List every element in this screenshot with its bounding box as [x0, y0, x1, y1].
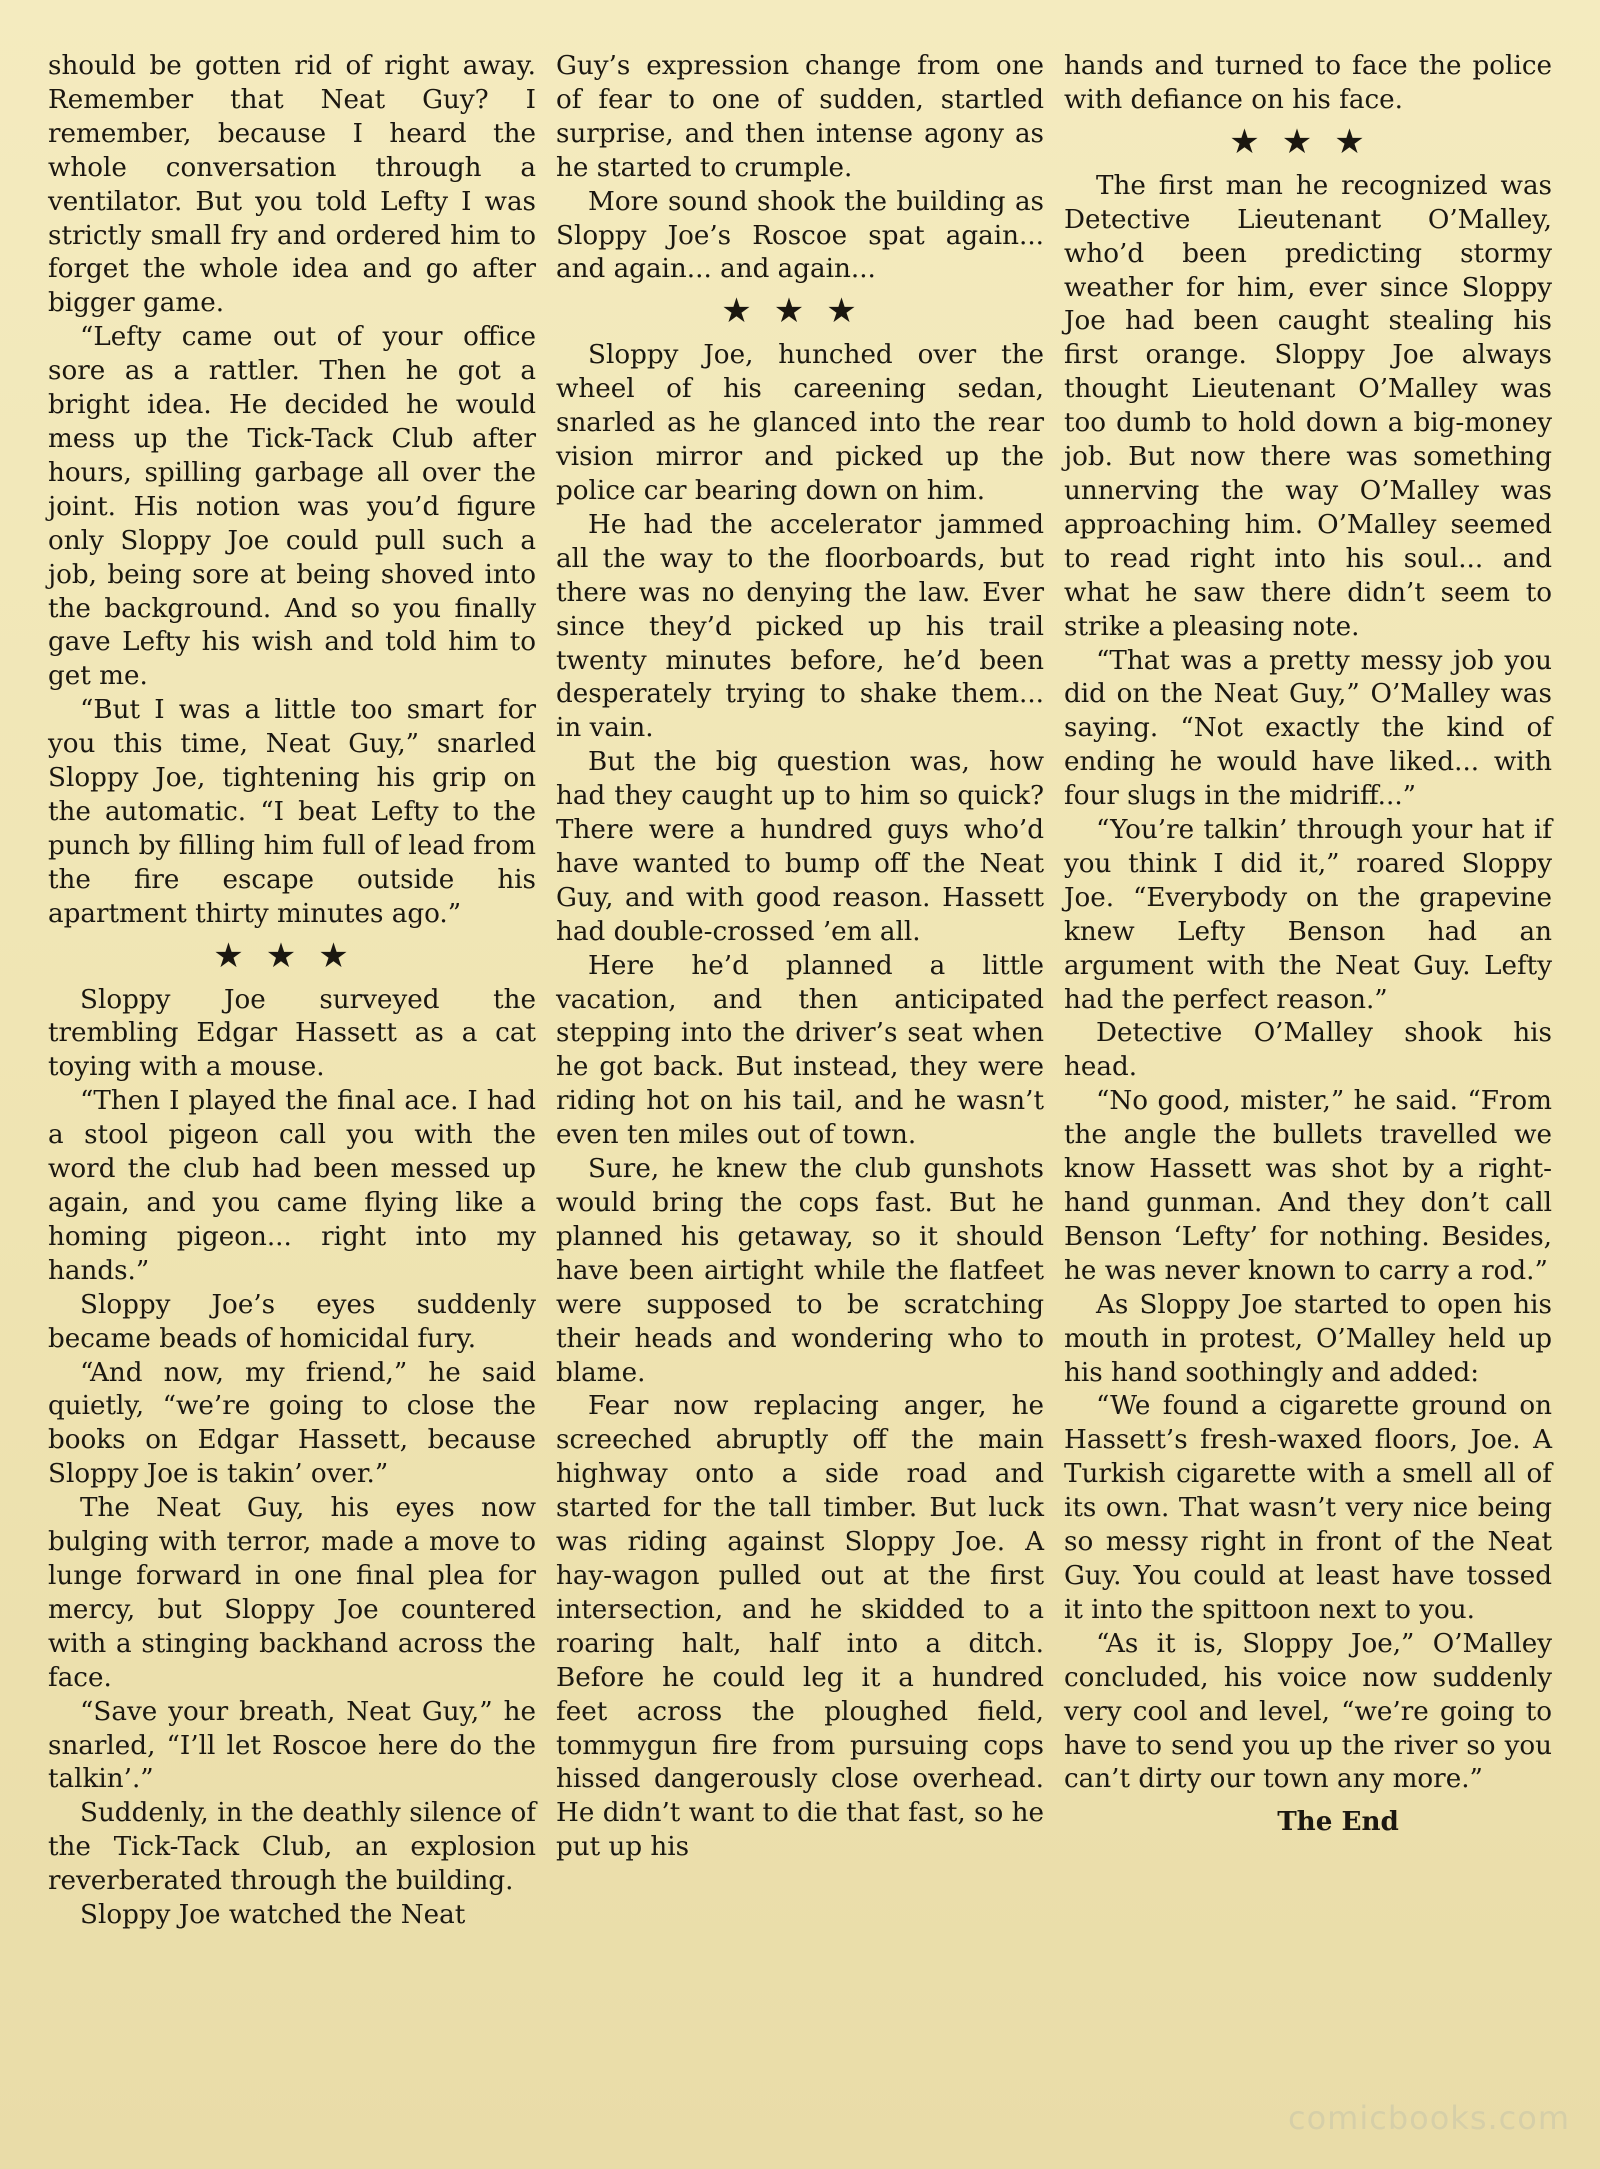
story-paragraph: Sloppy Joe’s eyes suddenly became beads of homicidal fury. — [48, 1289, 536, 1354]
story-paragraph: Here he’d planned a little vacation, and then anticipated stepping into the driver’s seat when he got back. But instead, they were riding hot on his tail, and he wasn’t even ten miles out of town. — [556, 950, 1044, 1151]
text-column-1 — [48, 50, 536, 1933]
section-break-stars: ★★★ — [213, 935, 371, 976]
story-paragraph: “But I was a little too smart for you this time, Neat Guy,” snarled Sloppy Joe, tightening his grip on the automatic. “I beat Lefty to the punch by filling him full of lead from the fire escape outside his apartment thirty minutes ago.” — [48, 695, 536, 929]
story-paragraph: Sloppy Joe, hunched over the wheel of his careening sedan, snarled as he glanced into the rear vision mirror and picked up the police car bearing down on him. — [556, 340, 1044, 506]
text-column-3 — [1064, 50, 1552, 1839]
story-paragraph: But the big question was, how had they caught up to him so quick? There were a hundred guys who’d have wanted to bump off the Neat Guy, and with good reason. Hassett had double-crossed ’em all. — [556, 747, 1044, 947]
story-paragraph: Suddenly, in the deathly silence of the Tick-Tack Club, an explosion reverberated through the building. — [48, 1798, 536, 1897]
story-paragraph: The Neat Guy, his eyes now bulging with terror, made a move to lunge forward in one final plea for mercy, but Sloppy Joe countered with a stinging backhand across the face. — [48, 1493, 536, 1693]
section-break-stars: ★★★ — [721, 291, 879, 332]
story-paragraph: Sloppy Joe surveyed the trembling Edgar Hassett as a cat toying with a mouse. — [48, 984, 536, 1083]
the-end-label: The End — [1277, 1806, 1399, 1838]
story-paragraph: “Then I played the final ace. I had a stool pigeon call you with the word the club had been messed up again, and you came flying like a homing pigeon... right into my hands.” — [48, 1086, 536, 1286]
story-paragraph: “You’re talkin’ through your hat if you think I did it,” roared Sloppy Joe. “Everybody on the grapevine knew Lefty Benson had an argument with the Neat Guy. Lefty had the perfect reason.” — [1064, 815, 1552, 1015]
story-paragraph: “Save your breath, Neat Guy,” he snarled, “I’ll let Roscoe here do the talkin’.” — [48, 1696, 536, 1795]
story-paragraph: The first man he recognized was Detective Lieutenant O’Malley, who’d been predicting stormy weather for him, ever since Sloppy Joe had been caught stealing his first orange. Sloppy Joe always thought Lieutenant O’Malley was too dumb to hold down a big-money job. But now there was something unnerving the way O’Malley was approaching him. O’Malley seemed to read right into his soul... and what he saw there didn’t seem to strike a pleasing note. — [1064, 170, 1552, 642]
story-paragraph: “As it is, Sloppy Joe,” O’Malley concluded, his voice now suddenly very cool and level, “we’re going to have to send you up the river so you can’t dirty our town any more.” — [1064, 1628, 1552, 1795]
story-paragraph: More sound shook the building as Sloppy Joe’s Roscoe spat again... and again... and again... — [556, 186, 1044, 285]
section-break-stars: ★★★ — [1229, 121, 1387, 162]
story-paragraph: Guy’s expression change from one of fear to one of sudden, startled surprise, and then intense agony as he started to crumple. — [556, 51, 1044, 183]
story-paragraph: should be gotten rid of right away. Remember that Neat Guy? I remember, because I heard the whole conversation through a ventilator. But you told Lefty I was strictly small fry and ordered him to forget the whole idea and go after bigger game. — [48, 51, 536, 319]
story-paragraph: “We found a cigarette ground on Hassett’s fresh-waxed floors, Joe. A Turkish cigarette with a smell all of its own. That wasn’t very nice being so messy right in front of the Neat Guy. You could at least have tossed it into the spittoon next to you. — [1064, 1391, 1552, 1625]
story-paragraph: Detective O’Malley shook his head. — [1064, 1018, 1552, 1083]
story-paragraph: Sure, he knew the club gunshots would bring the cops fast. But he planned his getaway, so it should have been airtight while the flatfeet were supposed to be scratching their heads and wondering who to blame. — [556, 1154, 1044, 1388]
story-paragraph: “Lefty came out of your office sore as a rattler. Then he got a bright idea. He decided he would mess up the Tick-Tack Club after hours, spilling garbage all over the joint. His notion was you’d figure only Sloppy Joe could pull such a job, being sore at being shoved into the background. And so you finally gave Lefty his wish and told him to get me. — [48, 322, 536, 692]
story-paragraph: As Sloppy Joe started to open his mouth in protest, O’Malley held up his hand soothingly and added: — [1064, 1289, 1552, 1388]
story-paragraph: He had the accelerator jammed all the way to the floorboards, but there was no denying the law. Ever since they’d picked up his trail twenty minutes before, he’d been desperately trying to shake them... in vain. — [556, 509, 1044, 744]
story-paragraph: “And now, my friend,” he said quietly, “we’re going to close the books on Edgar Hassett, because Sloppy Joe is takin’ over.” — [48, 1357, 536, 1490]
story-paragraph: “No good, mister,” he said. “From the angle the bullets travelled we know Hassett was shot by a right-hand gunman. And they don’t call Benson ‘Lefty’ for nothing. Besides, he was never known to carry a rod.” — [1064, 1086, 1552, 1286]
story-paragraph: hands and turned to face the police with defiance on his face. — [1064, 51, 1552, 115]
story-paragraph: Sloppy Joe watched the Neat — [80, 1900, 466, 1931]
text-column-2 — [556, 50, 1044, 1865]
story-paragraph: Fear now replacing anger, he screeched abruptly off the main highway onto a side road and started for the tall timber. But luck was riding against Sloppy Joe. A hay-wagon pulled out at the first intersection, and he skidded to a roaring halt, half into a ditch. Before he could leg it a hundred feet across the ploughed field, tommygun fire from pursuing cops hissed dangerously close overhead. He didn’t want to die that fast, so he put up his — [556, 1391, 1044, 1863]
story-paragraph: “That was a pretty messy job you did on the Neat Guy,” O’Malley was saying. “Not exactly the kind of ending he would have liked... with four slugs in the midriff...” — [1064, 645, 1552, 812]
watermark: comicbooks.com — [1287, 2099, 1570, 2137]
